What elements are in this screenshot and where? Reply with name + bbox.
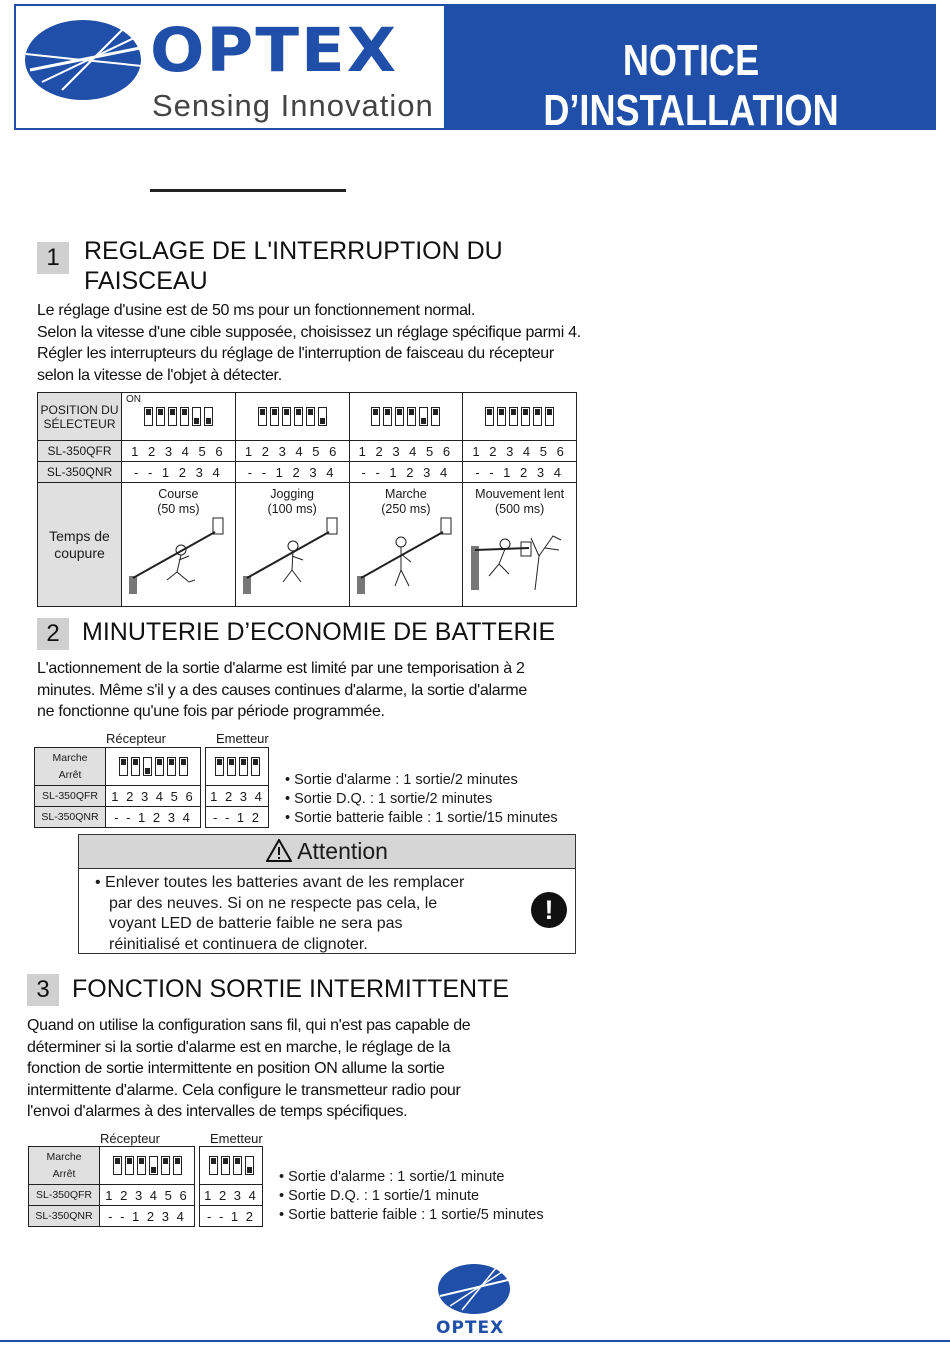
switch-numbers: 1 2 3 4 <box>206 786 269 807</box>
attention-text: • Enlever toutes les batteries avant de les remplacer par des neuves. Si on ne respecte pas cela, le voyant LED de batterie faible ne sera pas réinitialisé et continuera de clignoter. <box>95 874 465 953</box>
speed-cell <box>463 483 577 607</box>
list-item: • Sortie D.Q. : 1 sortie/1 minute <box>279 1188 480 1204</box>
section-title: REGLAGE DE L'INTERRUPTION DU FAISCEAU <box>84 237 503 295</box>
dip-switch <box>497 407 506 426</box>
dip-switch <box>209 1156 218 1175</box>
switch-numbers: - - 1 2 3 4 <box>463 462 577 483</box>
dip-switch <box>233 1156 242 1175</box>
row-label: SL-350QNR <box>35 807 106 828</box>
dip-switch <box>125 1156 134 1175</box>
dip-switch <box>179 757 188 776</box>
dip-switch <box>270 407 279 426</box>
jogger-illustration <box>237 516 347 598</box>
dip-switch <box>383 407 392 426</box>
dip-switch <box>119 757 128 776</box>
speed-cell <box>235 483 349 607</box>
section-number: 2 <box>37 618 69 650</box>
switch-numbers: - - 1 2 3 4 <box>122 462 236 483</box>
receiver-switches <box>106 748 201 786</box>
intermittent-output-table <box>28 1146 263 1227</box>
optex-globe-icon <box>22 18 144 102</box>
dip-switch-group <box>122 393 236 441</box>
section-title: MINUTERIE D’ECONOMIE DE BATTERIE <box>82 618 556 646</box>
row-label: POSITION DU SÉLECTEUR <box>38 393 122 441</box>
walker-illustration <box>351 516 461 598</box>
dip-switch <box>395 407 404 426</box>
dip-switch <box>204 407 213 426</box>
dip-switch <box>258 407 267 426</box>
speed-name: Marche <box>385 487 427 501</box>
dip-switch <box>545 407 554 426</box>
row-label: Temps de coupure <box>38 483 122 607</box>
switch-numbers: - - 1 2 3 4 <box>106 807 201 828</box>
switch-numbers: 1 2 3 4 5 6 <box>349 441 463 462</box>
section-paragraph: L'actionnement de la sortie d'alarme est limité par une temporisation à 2 minutes. Même s'il y a des causes continues d'alarme, la sortie d'alarme ne fonctionne qu'une fois par période programmée. <box>37 660 528 720</box>
attention-box <box>78 834 576 954</box>
receiver-label: Récepteur <box>106 731 166 746</box>
switch-numbers: - - 1 2 <box>200 1206 263 1227</box>
footer-brand: OPTEX <box>436 1318 505 1338</box>
dip-switch <box>282 407 291 426</box>
dip-switch <box>215 757 224 776</box>
switch-numbers: 1 2 3 4 5 6 <box>106 786 201 807</box>
dip-switch <box>173 1156 182 1175</box>
dip-switch <box>521 407 530 426</box>
row-label: SL-350QFR <box>38 441 122 462</box>
dip-switch <box>192 407 201 426</box>
speed-ms: (250 ms) <box>381 502 431 516</box>
dip-switch <box>419 407 428 426</box>
dip-switch <box>245 1156 254 1175</box>
dip-switch <box>221 1156 230 1175</box>
speed-ms: (500 ms) <box>494 502 545 516</box>
list-item: • Sortie batterie faible : 1 sortie/5 minutes <box>279 1207 544 1223</box>
speed-cell <box>122 483 236 607</box>
row-label: Marche Arrêt <box>29 1147 100 1185</box>
slow-mover-illustration <box>465 516 575 598</box>
dip-switch <box>113 1156 122 1175</box>
dip-switch <box>167 757 176 776</box>
dip-switch <box>227 757 236 776</box>
dip-switch <box>251 757 260 776</box>
switch-numbers: - - 1 2 3 4 <box>349 462 463 483</box>
footer-globe-icon <box>436 1262 512 1316</box>
dip-switch <box>306 407 315 426</box>
row-label: Marche Arrêt <box>35 748 106 786</box>
list-item: • Sortie d'alarme : 1 sortie/2 minutes <box>285 772 518 788</box>
dip-switch <box>239 757 248 776</box>
exclamation-icon: ! <box>531 892 567 928</box>
output-list <box>279 1168 544 1225</box>
dip-switch <box>161 1156 170 1175</box>
speed-ms: (100 ms) <box>267 502 317 516</box>
attention-title: Attention <box>297 838 388 864</box>
dip-switch-group <box>235 393 349 441</box>
dip-switch <box>137 1156 146 1175</box>
section-paragraph: Quand on utilise la configuration sans fil, qui n'est pas capable de déterminer si la sortie d'alarme est en marche, le réglage de la fonction de sortie intermittente en position ON allume la sortie intermittente d'alarme. Cela configure le transmetteur radio pour l'envoi d'alarmes à des intervalles de temps spécifiques. <box>27 1017 471 1120</box>
dip-switch <box>294 407 303 426</box>
switch-numbers: 1 2 3 4 5 6 <box>463 441 577 462</box>
dip-switch <box>371 407 380 426</box>
dip-switch <box>155 757 164 776</box>
row-label: SL-350QFR <box>35 786 106 807</box>
switch-numbers: 1 2 3 4 <box>200 1185 263 1206</box>
switch-numbers: - - 1 2 3 4 <box>100 1206 195 1227</box>
brand-name: OPTEX <box>150 15 399 87</box>
beam-interruption-table <box>37 392 577 607</box>
dip-switch <box>144 407 153 426</box>
dip-switch <box>149 1156 158 1175</box>
list-item: • Sortie batterie faible : 1 sortie/15 minutes <box>285 810 558 826</box>
dip-switch <box>407 407 416 426</box>
section-title: FONCTION SORTIE INTERMITTENTE <box>72 975 510 1003</box>
footer-rule <box>0 1340 950 1342</box>
on-label: ON <box>126 394 141 405</box>
list-item: • Sortie d'alarme : 1 sortie/1 minute <box>279 1169 505 1185</box>
emitter-switches <box>200 1147 263 1185</box>
dip-switch <box>168 407 177 426</box>
dip-switch <box>156 407 165 426</box>
dip-switch <box>143 757 152 776</box>
dip-switch <box>318 407 327 426</box>
switch-numbers: - - 1 2 3 4 <box>235 462 349 483</box>
row-label: SL-350QNR <box>29 1206 100 1227</box>
section-number: 1 <box>37 242 69 274</box>
emitter-label: Emetteur <box>210 1131 263 1146</box>
switch-numbers: 1 2 3 4 5 6 <box>235 441 349 462</box>
receiver-label: Récepteur <box>100 1131 160 1146</box>
emitter-switches <box>206 748 269 786</box>
dip-switch-group <box>463 393 577 441</box>
document-title: NOTICE D’INSTALLATION <box>543 36 839 135</box>
speed-ms: (50 ms) <box>157 502 200 516</box>
dip-switch <box>131 757 140 776</box>
list-item: • Sortie D.Q. : 1 sortie/2 minutes <box>285 791 493 807</box>
switch-numbers: - - 1 2 <box>206 807 269 828</box>
speed-cell <box>349 483 463 607</box>
dip-switch <box>509 407 518 426</box>
attention-header <box>79 835 575 869</box>
dip-switch <box>485 407 494 426</box>
brand-tagline: Sensing Innovation <box>152 88 434 123</box>
switch-numbers: 1 2 3 4 5 6 <box>100 1185 195 1206</box>
section-paragraph: Le réglage d'usine est de 50 ms pour un fonctionnement normal. Selon la vitesse d'une cible supposée, choisissez un réglage spécifique parmi 4. Régler les interrupteurs du réglage de l'interruption de faisceau du récepteur selon la vitesse de l'objet à détecter. <box>37 302 581 384</box>
speed-name: Mouvement lent <box>475 487 565 501</box>
dip-switch <box>431 407 440 426</box>
runner-illustration <box>123 516 233 598</box>
dip-switch-group <box>349 393 463 441</box>
row-label: SL-350QNR <box>38 462 122 483</box>
divider <box>150 189 346 192</box>
speed-name: Jogging <box>270 487 315 501</box>
dip-switch <box>533 407 542 426</box>
row-label: SL-350QFR <box>29 1185 100 1206</box>
switch-numbers: 1 2 3 4 5 6 <box>122 441 236 462</box>
dip-switch <box>180 407 189 426</box>
section-number: 3 <box>27 974 59 1006</box>
speed-name: Course <box>158 487 199 501</box>
battery-timer-table <box>34 747 269 828</box>
emitter-label: Emetteur <box>216 731 269 746</box>
output-list <box>285 771 558 828</box>
warning-triangle-icon <box>266 839 292 862</box>
receiver-switches <box>100 1147 195 1185</box>
